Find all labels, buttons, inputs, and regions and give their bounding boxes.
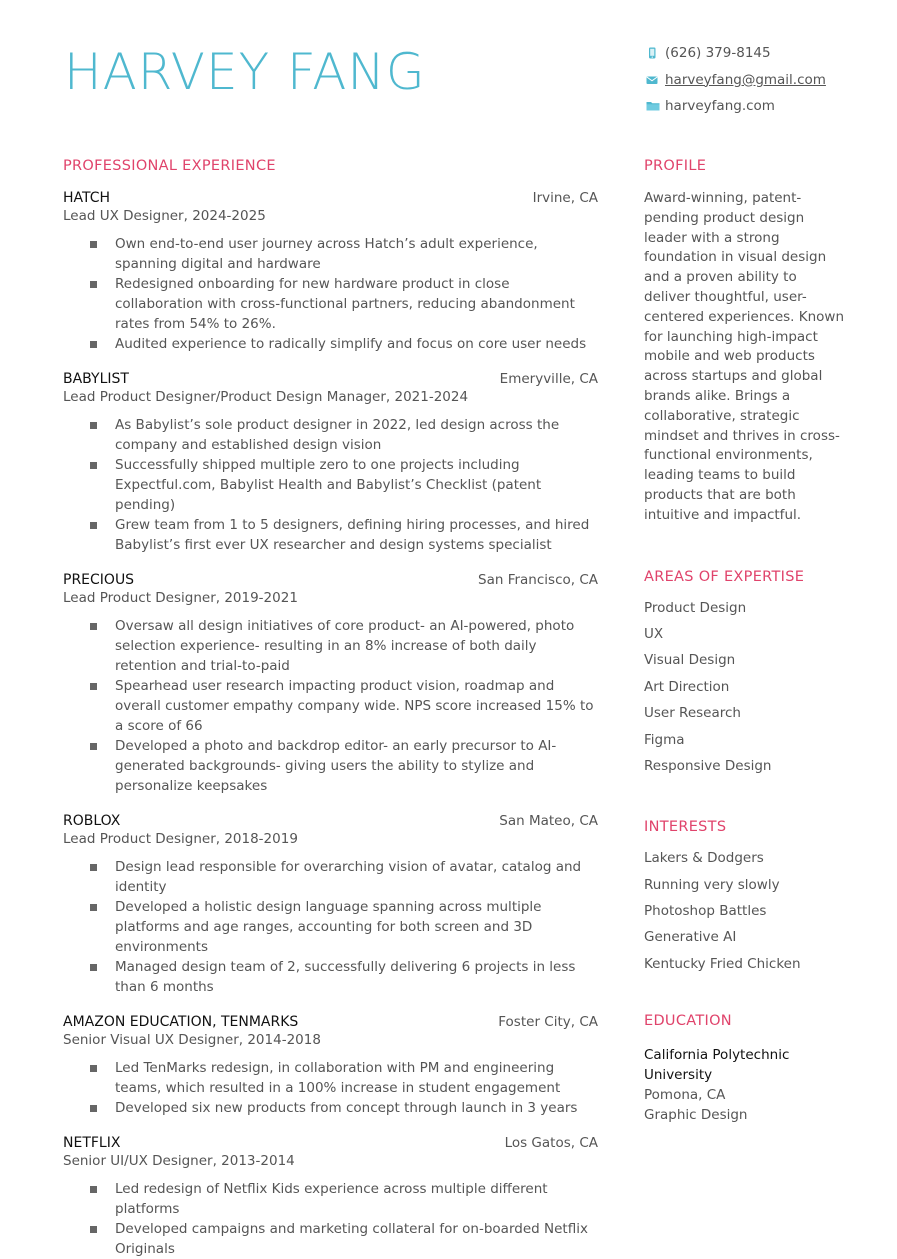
expertise-list	[644, 595, 854, 780]
job-location: San Mateo, CA	[499, 813, 598, 829]
sidebar	[644, 158, 854, 1125]
job-hatch	[63, 190, 598, 354]
job-company: BABYLIST	[63, 371, 129, 387]
expertise-item: UX	[644, 625, 664, 642]
job-bullets	[63, 415, 598, 555]
job-location: San Francisco, CA	[478, 572, 598, 588]
job-amazon	[63, 1014, 598, 1118]
job-bullet: Grew team from 1 to 5 designers, defining hiring processes, and hired Babylist’s first ever UX researcher and design systems specialist	[115, 515, 598, 555]
job-bullet: Managed design team of 2, successfully delivering 6 projects in less than 6 months	[115, 957, 598, 997]
job-bullets	[63, 1058, 598, 1118]
job-company: PRECIOUS	[63, 572, 135, 588]
education-location: Pomona, CA	[644, 1087, 726, 1104]
candidate-name: HARVEY FANG	[64, 43, 426, 101]
job-location: Los Gatos, CA	[504, 1135, 598, 1151]
job-roblox	[63, 813, 598, 997]
job-bullet: Led TenMarks redesign, in collaboration with PM and engineering teams, which resulted in a 100% increase in student engagement	[115, 1058, 598, 1098]
education-major: Graphic Design	[644, 1107, 748, 1124]
education-title: EDUCATION	[644, 1013, 732, 1030]
contact-website	[646, 93, 886, 120]
expertise-item: Product Design	[644, 599, 747, 616]
expertise-item: Figma	[644, 731, 685, 748]
job-netflix	[63, 1135, 598, 1259]
job-precious	[63, 572, 598, 796]
job-company: NETFLIX	[63, 1135, 121, 1151]
contact-email	[646, 67, 886, 94]
job-role: Senior UI/UX Designer, 2013-2014	[63, 1153, 295, 1169]
interest-item: Generative AI	[644, 929, 737, 946]
job-role: Lead Product Designer/Product Design Manager, 2021-2024	[63, 389, 469, 405]
expertise-item: User Research	[644, 705, 741, 722]
phone-icon	[646, 47, 658, 59]
expertise-item: Responsive Design	[644, 757, 772, 774]
expertise-item: Visual Design	[644, 652, 736, 669]
job-company: HATCH	[63, 190, 111, 206]
job-role: Lead Product Designer, 2018-2019	[63, 831, 298, 847]
job-location: Foster City, CA	[498, 1014, 598, 1030]
job-bullet: Own end-to-end user journey across Hatch’s adult experience, spanning digital and hardware	[115, 234, 598, 274]
job-bullet: Spearhead user research impacting product vision, roadmap and overall customer empathy company wide. NPS score increased 15% to a score of 66	[115, 676, 598, 736]
job-company: AMAZON EDUCATION, TENMARKS	[63, 1014, 299, 1030]
job-babylist	[63, 371, 598, 555]
job-role: Lead UX Designer, 2024-2025	[63, 208, 266, 224]
education-school: California Polytechnic University	[644, 1047, 790, 1084]
mail-icon	[646, 74, 658, 86]
job-bullet: As Babylist’s sole product designer in 2022, led design across the company and established design vision	[115, 415, 598, 455]
expertise-title: AREAS OF EXPERTISE	[644, 568, 805, 585]
phone-number: (626) 379-8145	[665, 45, 771, 62]
job-bullet: Audited experience to radically simplify and focus on core user needs	[115, 334, 598, 354]
job-bullets	[63, 616, 598, 796]
interest-item: Kentucky Fried Chicken	[644, 955, 801, 972]
job-bullets	[63, 1179, 598, 1259]
contact-phone	[646, 40, 886, 67]
job-bullet: Developed six new products from concept through launch in 3 years	[115, 1098, 598, 1118]
experience-title: PROFESSIONAL EXPERIENCE	[63, 158, 276, 174]
interest-item: Running very slowly	[644, 876, 780, 893]
folder-icon	[646, 100, 658, 112]
job-company: ROBLOX	[63, 813, 121, 829]
job-role: Lead Product Designer, 2019-2021	[63, 590, 298, 606]
job-bullet: Developed a photo and backdrop editor- an early precursor to AI-generated backgrounds- giving users the ability to stylize and personalize keepsakes	[115, 736, 598, 796]
job-location: Emeryville, CA	[499, 371, 598, 387]
expertise-item: Art Direction	[644, 678, 730, 695]
profile-title: PROFILE	[644, 158, 707, 174]
job-role: Senior Visual UX Designer, 2014-2018	[63, 1032, 321, 1048]
job-bullet: Oversaw all design initiatives of core product- an AI-powered, photo selection experience- resulting in an 8% increase of both daily retention and trial-to-paid	[115, 616, 598, 676]
job-bullet: Successfully shipped multiple zero to one projects including Expectful.com, Babylist Health and Babylist’s Checklist (patent pending)	[115, 455, 598, 515]
contact-block	[646, 40, 886, 120]
job-bullet: Developed campaigns and marketing collateral for on-boarded Netflix Originals	[115, 1219, 598, 1259]
interests-title: INTERESTS	[644, 819, 727, 836]
website-text: harveyfang.com	[665, 98, 775, 115]
job-bullet: Redesigned onboarding for new hardware product in close collaboration with cross-functional partners, reducing abandonment rates from 54% to 26%.	[115, 274, 598, 334]
interest-item: Photoshop Battles	[644, 903, 767, 920]
education-block	[644, 1045, 854, 1125]
job-bullets	[63, 857, 598, 997]
job-bullet: Developed a holistic design language spanning across multiple platforms and age ranges, accounting for both screen and 3D environments	[115, 897, 598, 957]
experience-section	[63, 158, 598, 1259]
profile-text: Award-winning, patent-pending product design leader with a strong foundation in visual design and a proven ability to deliver thoughtful, user-centered experiences. Known for launching high-impact mobile and web products across startups and global brands alike. Brings a collaborative, strategic mindset and thrives in cross-functional environments, leading teams to build products that are both intuitive and impactful.	[644, 190, 845, 523]
job-bullets	[63, 234, 598, 354]
job-bullet: Design lead responsible for overarching vision of avatar, catalog and identity	[115, 857, 598, 897]
job-location: Irvine, CA	[532, 190, 598, 206]
email-link[interactable]: harveyfang@gmail.com	[665, 71, 826, 88]
job-bullet: Led redesign of Netflix Kids experience across multiple different platforms	[115, 1179, 598, 1219]
interest-item: Lakers & Dodgers	[644, 850, 764, 867]
interests-list	[644, 845, 854, 977]
